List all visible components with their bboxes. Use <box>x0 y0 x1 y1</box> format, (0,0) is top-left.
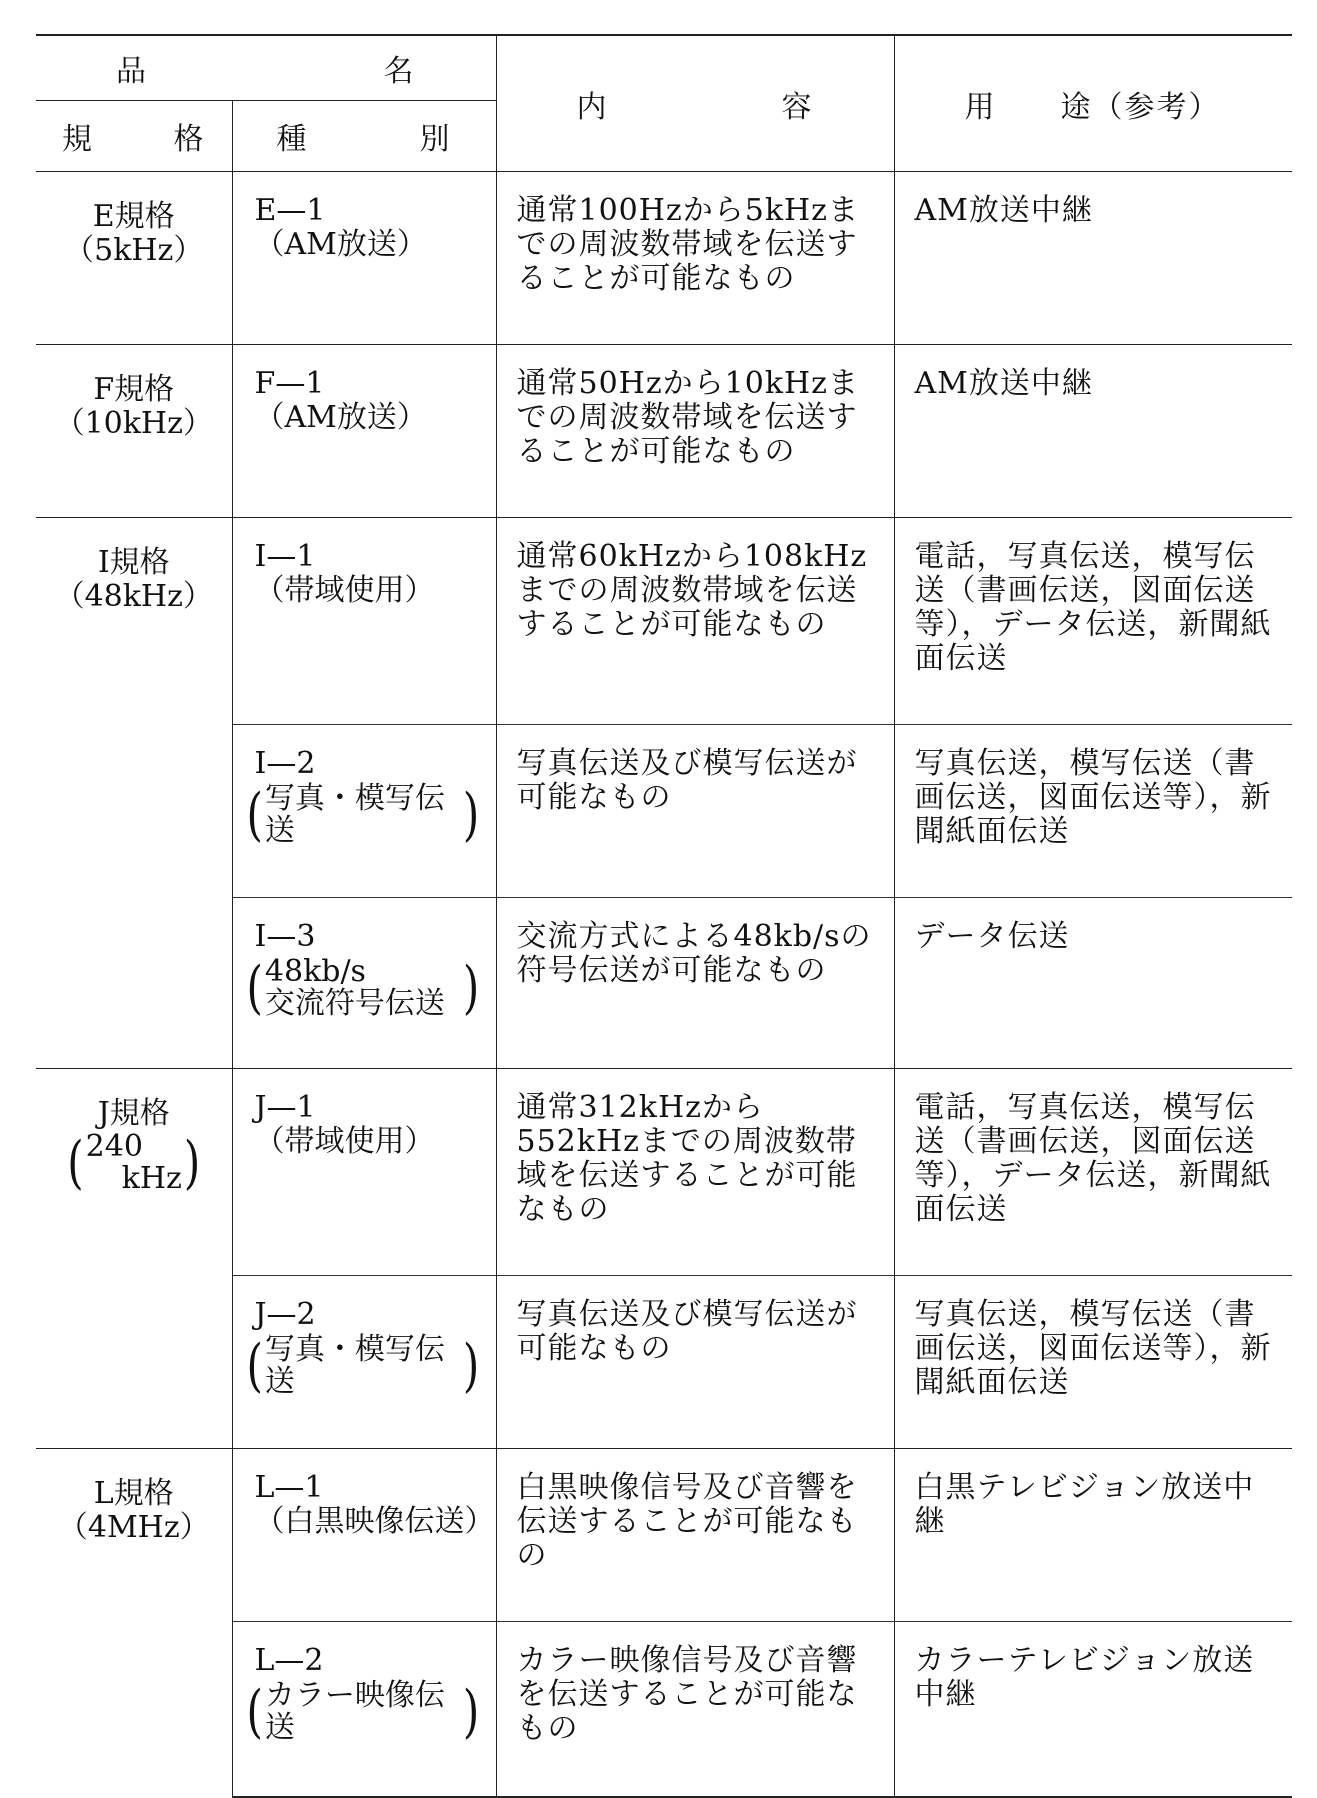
kind-cell-e1 <box>232 172 496 345</box>
kind-cell-f1 <box>232 345 496 518</box>
right-paren-glyph: ) <box>462 954 480 1021</box>
grade-cell-i <box>36 518 232 1069</box>
use-cell-f1: AM放送中継 <box>894 345 1292 518</box>
right-paren-glyph: ) <box>462 781 480 848</box>
header-row-top <box>36 35 1292 101</box>
kind-sub-group <box>247 954 488 1022</box>
kind-sub: （AM放送） <box>254 400 427 435</box>
right-paren-glyph: ) <box>462 1332 480 1399</box>
kind-sub: 写真・模写伝送 <box>264 781 445 848</box>
table-row-e <box>36 172 1292 345</box>
header-hinmei-2: 名 <box>383 54 416 89</box>
kind-sub-group <box>247 781 488 849</box>
grade-label: J規格 <box>97 1096 170 1131</box>
kind-cell-l2 <box>232 1622 496 1798</box>
grade-band: （4MHz） <box>57 1510 210 1545</box>
kind-cell-i1 <box>232 518 496 725</box>
kind-code: J—1 <box>254 1090 316 1125</box>
table-row-i1 <box>36 518 1292 725</box>
header-kikaku <box>36 101 232 172</box>
kind-sub-stack <box>263 954 463 1022</box>
header-yoto <box>894 35 1292 172</box>
content-cell-j1: 通常312kHzから552kHzまでの周波数帯域を伝送することが可能なもの <box>496 1069 894 1276</box>
grade-band: （48kHz） <box>54 579 213 614</box>
grade-label: I規格 <box>97 545 170 580</box>
content-cell-j2: 写真伝送及び模写伝送が可能なもの <box>496 1276 894 1449</box>
kind-code: L—2 <box>254 1643 324 1678</box>
header-naiyou-2: 容 <box>781 89 814 125</box>
kind-code: F—1 <box>254 366 325 401</box>
kind-code: I—1 <box>254 539 316 574</box>
use-cell-e1: AM放送中継 <box>894 172 1292 345</box>
header-naiyou <box>496 35 894 172</box>
spec-table-document <box>36 34 1292 1798</box>
left-paren-glyph: ( <box>246 1332 263 1399</box>
left-paren-glyph: ( <box>246 781 263 848</box>
kind-sub: （帯域使用） <box>254 573 435 608</box>
left-paren-glyph: ( <box>67 1129 84 1196</box>
header-shubetsu-1: 種 <box>276 122 309 157</box>
kind-sub: カラー映像伝送 <box>264 1678 445 1745</box>
kind-sub: （帯域使用） <box>254 1124 435 1159</box>
kind-sub-line-1: 48kb/s <box>264 954 366 989</box>
header-kikaku-2: 格 <box>173 122 206 157</box>
header-shubetsu-2: 別 <box>419 122 452 157</box>
content-cell-l2: カラー映像信号及び音響を伝送することが可能なもの <box>496 1622 894 1798</box>
grade-label: E規格 <box>92 199 175 234</box>
kind-sub: 写真・模写伝送 <box>264 1332 445 1399</box>
grade-cell-j <box>36 1069 232 1449</box>
kind-code: I—3 <box>254 919 316 954</box>
grade-band: （10kHz） <box>54 406 213 441</box>
left-paren-glyph: ( <box>246 954 263 1021</box>
grade-band-line-1: 240 <box>85 1129 143 1164</box>
content-cell-i3: 交流方式による48kb/sの符号伝送が可能なもの <box>496 898 894 1069</box>
use-cell-j1: 電話，写真伝送，模写伝送（書画伝送，図面伝送等），データ伝送，新聞紙面伝送 <box>894 1069 1292 1276</box>
kind-cell-j2 <box>232 1276 496 1449</box>
kind-sub: （AM放送） <box>254 227 427 262</box>
kind-cell-j1 <box>232 1069 496 1276</box>
kind-cell-i3 <box>232 898 496 1069</box>
grade-label: L規格 <box>93 1476 174 1511</box>
header-kikaku-1: 規 <box>62 122 94 157</box>
table-row-f <box>36 345 1292 518</box>
header-naiyou-1: 内 <box>576 89 609 125</box>
grade-band: （5kHz） <box>64 233 204 268</box>
content-cell-i2: 写真伝送及び模写伝送が可能なもの <box>496 725 894 898</box>
kind-code: I—2 <box>254 746 316 781</box>
use-cell-l1: 白黒テレビジョン放送中継 <box>894 1449 1292 1622</box>
right-paren-glyph: ) <box>462 1678 480 1745</box>
use-cell-i3: データ伝送 <box>894 898 1292 1069</box>
grade-cell-f <box>36 345 232 518</box>
kind-code: J—2 <box>254 1297 316 1332</box>
grade-cell-e <box>36 172 232 345</box>
content-cell-i1: 通常60kHzから108kHzまでの周波数帯域を伝送することが可能なもの <box>496 518 894 725</box>
content-cell-f1: 通常50Hzから10kHzまでの周波数帯域を伝送することが可能なもの <box>496 345 894 518</box>
use-cell-j2: 写真伝送，模写伝送（書画伝送，図面伝送等），新聞紙面伝送 <box>894 1276 1292 1449</box>
use-cell-i2: 写真伝送，模写伝送（書画伝送，図面伝送等），新聞紙面伝送 <box>894 725 1292 898</box>
left-paren-glyph: ( <box>246 1678 263 1745</box>
header-shubetsu <box>232 101 496 172</box>
table-row-l1 <box>36 1449 1292 1622</box>
use-cell-l2: カラーテレビジョン放送中継 <box>894 1622 1292 1798</box>
grade-band-line-2: kHz <box>121 1161 182 1196</box>
kind-sub-line-2: 交流符号伝送 <box>264 986 445 1021</box>
use-cell-i1: 電話，写真伝送，模写伝送（書画伝送，図面伝送等），データ伝送，新聞紙面伝送 <box>894 518 1292 725</box>
right-paren-glyph: ) <box>183 1129 201 1196</box>
kind-code: E—1 <box>254 193 326 228</box>
header-hinmei <box>36 35 496 101</box>
kind-sub-group <box>247 1678 488 1746</box>
kind-sub: （白黒映像伝送） <box>254 1504 495 1539</box>
header-hinmei-1: 品 <box>116 54 148 89</box>
grade-band-stack <box>84 1131 184 1195</box>
grade-band-group <box>36 1131 232 1195</box>
content-cell-e1: 通常100Hzから5kHzまでの周波数帯域を伝送することが可能なもの <box>496 172 894 345</box>
table-row-j1 <box>36 1069 1292 1276</box>
kind-code: L—1 <box>254 1470 324 1505</box>
line-spec-table <box>36 34 1292 1798</box>
content-cell-l1: 白黒映像信号及び音響を伝送することが可能なもの <box>496 1449 894 1622</box>
kind-sub-group <box>247 1332 488 1400</box>
grade-label: F規格 <box>93 372 175 407</box>
kind-cell-i2 <box>232 725 496 898</box>
header-yoto-1: 用 <box>964 89 997 125</box>
header-yoto-2: 途（参考） <box>1060 89 1221 125</box>
kind-cell-l1 <box>232 1449 496 1622</box>
